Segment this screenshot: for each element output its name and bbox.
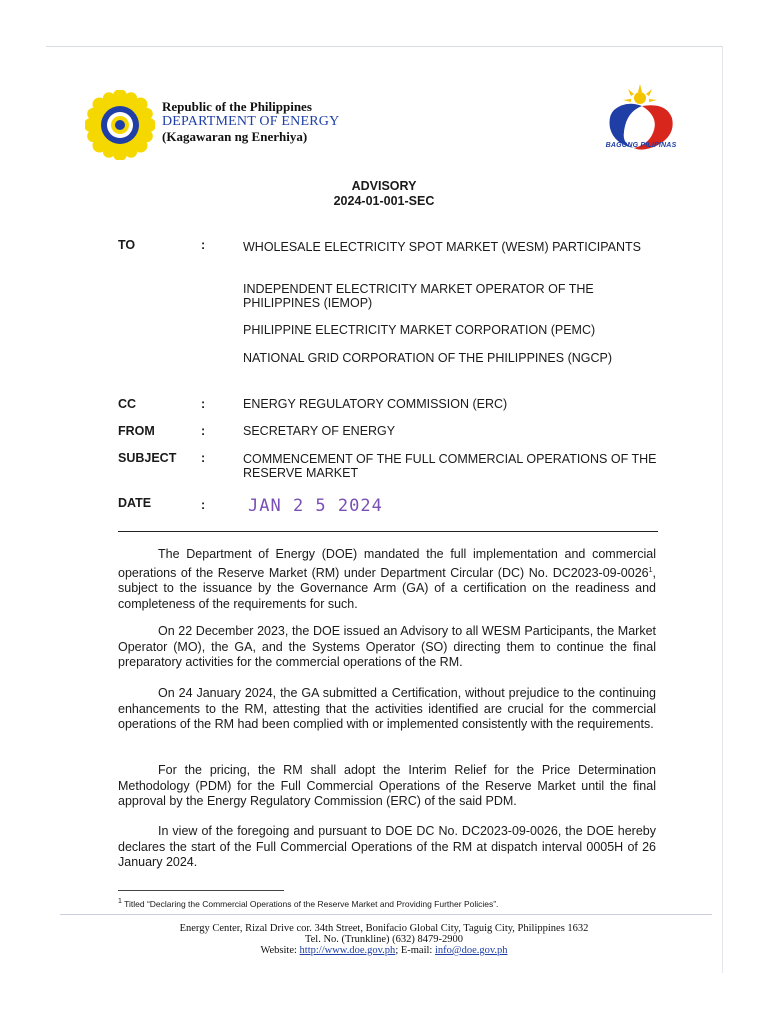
to-recipient-2: INDEPENDENT ELECTRICITY MARKET OPERATOR OF THE PHILIPPINES (IEMOP) xyxy=(243,282,594,310)
cc-colon: : xyxy=(201,397,206,411)
header-divider xyxy=(118,531,658,532)
footer-telephone: Tel. No. (Trunkline) (632) 8479-2900 xyxy=(304,934,464,945)
subject-label: SUBJECT xyxy=(118,451,177,465)
advisory-number: 2024-01-001-SEC xyxy=(333,194,435,208)
to-recipient-3: PHILIPPINE ELECTRICITY MARKET CORPORATION (PEMC) xyxy=(243,323,596,337)
email-link[interactable]: info@doe.gov.ph xyxy=(434,945,508,956)
advisory-title: ADVISORY xyxy=(351,179,417,193)
website-link[interactable]: http://www.doe.gov.ph xyxy=(299,945,396,956)
to-recipient-1: WHOLESALE ELECTRICITY SPOT MARKET (WESM) PARTICIPANTS xyxy=(243,240,641,254)
body-paragraph-2: On 22 December 2023, the DOE issued an Advisory to all WESM Participants, the Market Operator (MO), the GA, and the Systems Operator (SO) directing them to continue the final preparatory activities for the commercial operations of the RM. xyxy=(118,624,656,669)
body-paragraph-3: On 24 January 2024, the GA submitted a Certification, without prejudice to the continuing enhancements to the RM, attesting that the activities identified are crucial for the commercial operations of the RM had been complied with or implemented consistently with the requirements. xyxy=(118,686,656,731)
body-paragraph-4: For the pricing, the RM shall adopt the Interim Relief for the Price Determination Methodology (PDM) for the Full Commercial Operations of the Reserve Market until the final approval by the Energy Regulatory Commission (ERC) of the said PDM. xyxy=(118,763,656,808)
from-value: SECRETARY OF ENERGY xyxy=(243,424,396,438)
to-colon: : xyxy=(201,238,206,252)
from-colon: : xyxy=(201,424,206,438)
footnote-marker: 1 xyxy=(118,898,122,905)
subject-colon: : xyxy=(201,451,206,465)
body-paragraph-1-text-end: , subject to the issuance by the Governance Arm (GA) of a certification on the readiness and completeness of the requirements for such. xyxy=(118,565,656,611)
footnote xyxy=(118,898,498,909)
to-recipient-4: NATIONAL GRID CORPORATION OF THE PHILIPPINES (NGCP) xyxy=(243,351,613,365)
footnote-reference: 1 xyxy=(648,566,653,574)
bagong-pilipinas-text: BAGONG PILIPINAS xyxy=(605,142,677,149)
date-label: DATE xyxy=(118,496,152,510)
footnote-divider xyxy=(118,890,284,891)
body-paragraph-5: In view of the foregoing and pursuant to DOE DC No. DC2023-09-0026, the DOE hereby declares the start of the Full Commercial Operations of the RM at dispatch interval 0005H of 26 January 2024. xyxy=(118,824,656,869)
date-stamp: JAN 2 5 2024 xyxy=(248,496,383,516)
footer-address: Energy Center, Rizal Drive cor. 34th Street, Bonifacio Global City, Taguig City, Philippines 1632 xyxy=(179,923,589,934)
to-label: TO xyxy=(118,238,136,252)
email-label: ; E-mail: xyxy=(395,945,435,956)
subject-value: COMMENCEMENT OF THE FULL COMMERCIAL OPERATIONS OF THE RESERVE MARKET xyxy=(243,452,657,480)
footer-contacts xyxy=(0,945,768,956)
body-paragraph-1-text: The Department of Energy (DOE) mandated the full implementation and commercial operations of the Reserve Market (RM) under Department Circular (DC) No. DC2023-09-0026 xyxy=(118,547,656,580)
department-local-name: (Kagawaran ng Enerhiya) xyxy=(162,129,308,144)
website-label: Website: xyxy=(260,945,300,956)
cc-value: ENERGY REGULATORY COMMISSION (ERC) xyxy=(243,397,508,411)
cc-label: CC xyxy=(118,397,137,411)
footer-divider xyxy=(60,914,712,915)
from-label: FROM xyxy=(118,424,155,438)
date-colon: : xyxy=(201,498,206,512)
footnote-text: Titled “Declaring the Commercial Operations of the Reserve Market and Providing Further Policies”. xyxy=(121,898,499,909)
body-paragraph-1 xyxy=(118,547,656,612)
letterhead xyxy=(162,99,339,144)
department-name: DEPARTMENT OF ENERGY xyxy=(162,114,340,129)
republic-line: Republic of the Philippines xyxy=(162,99,312,114)
doe-seal-logo xyxy=(85,90,155,160)
